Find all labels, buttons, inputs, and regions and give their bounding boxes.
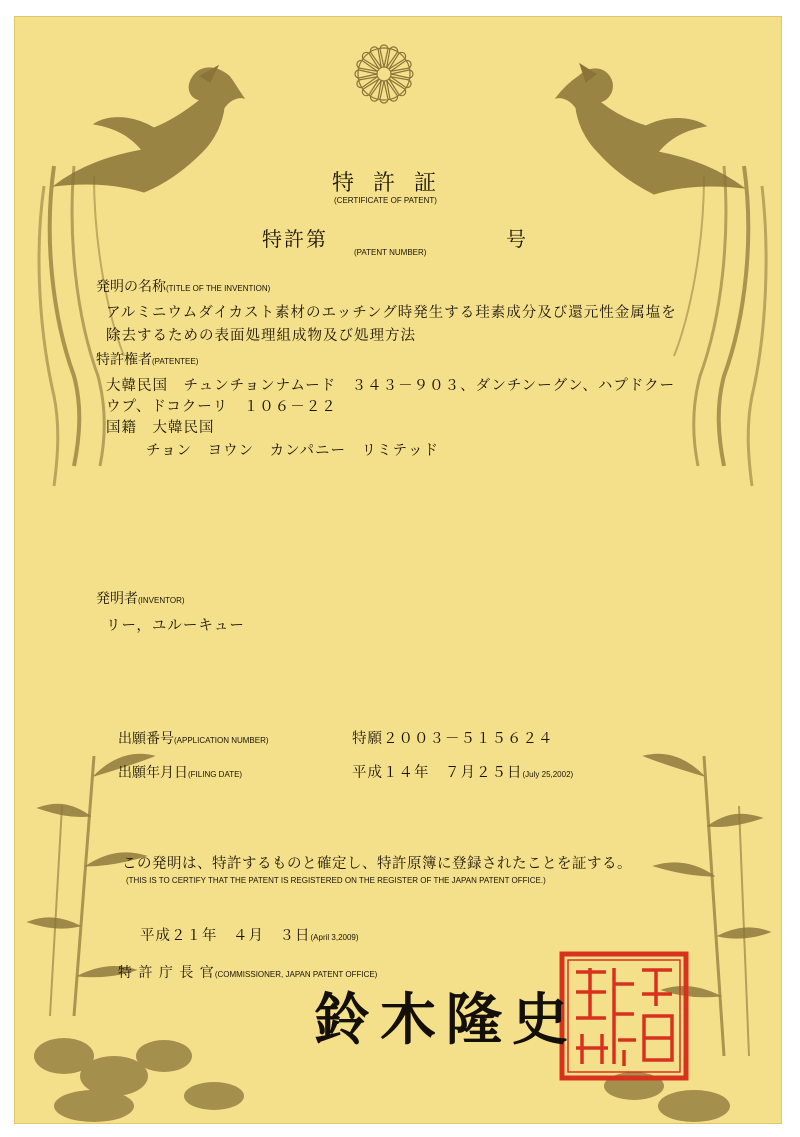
inventor-label-en: (INVENTOR)	[138, 596, 185, 605]
issue-date-en: (April 3,2009)	[310, 933, 359, 942]
inventor-name: リー，ユルーキュー	[106, 618, 245, 634]
invention-line-1: アルミニウムダイカスト素材のエッチング時発生する珪素成分及び還元性金属塩を	[106, 305, 677, 321]
issue-date: 平成２１年 ４月 ３日	[140, 928, 311, 944]
patent-number-suffix: 号	[506, 227, 526, 251]
filing-date: 平成１４年 ７月２５日	[352, 765, 523, 781]
inventor-label-row	[96, 588, 185, 608]
certificate-title: 特 許 証	[332, 171, 442, 196]
patentee-label-en: (PATENTEE)	[152, 357, 199, 366]
issue-date-row	[140, 924, 359, 945]
certify-statement: この発明は、特許するものと確定し、特許原簿に登録されたことを証する。	[122, 856, 632, 872]
patentee-label-row	[96, 349, 198, 369]
commissioner-signature: 鈴木隆史	[314, 987, 578, 1053]
certificate-title-en: (CERTIFICATE OF PATENT)	[334, 196, 437, 205]
inventor-label: 発明者	[96, 591, 138, 607]
filing-date-row	[352, 761, 573, 782]
patentee-company: チョン ヨウン カンパニー リミテッド	[146, 443, 440, 459]
invention-line-2: 除去するための表面処理組成物及び処理方法	[106, 328, 416, 344]
application-number: 特願２００３－５１５６２４	[352, 731, 554, 747]
application-label-row	[118, 728, 269, 748]
chrysanthemum-crest-icon	[355, 45, 413, 103]
invention-label-row	[96, 276, 270, 296]
seal-icon	[562, 954, 686, 1078]
patentee-label: 特許権者	[96, 352, 152, 368]
phoenix-right-icon	[556, 64, 766, 486]
application-label-en: (APPLICATION NUMBER)	[174, 736, 269, 745]
bamboo-right-icon	[644, 754, 770, 1056]
invention-label: 発明の名称	[96, 279, 166, 295]
patent-number-prefix: 特許第	[262, 227, 328, 251]
application-label: 出願番号	[118, 731, 174, 747]
invention-label-en: (TITLE OF THE INVENTION)	[166, 284, 271, 293]
commissioner-label: 特 許 庁 長 官	[118, 965, 215, 981]
patent-number-en: (PATENT NUMBER)	[354, 248, 427, 257]
patentee-line-2: ウプ、ドコクーリ １０６－２２	[106, 399, 337, 415]
patentee-nationality: 国籍 大韓民国	[106, 420, 215, 436]
patentee-line-1: 大韓民国 チュンチョンナムード ３４３－９０３、ダンチンーグン、ハプドクー	[106, 378, 676, 394]
patent-certificate	[14, 16, 782, 1124]
filing-label-en: (FILING DATE)	[188, 770, 243, 779]
filing-label-row	[118, 762, 242, 782]
filing-label: 出願年月日	[118, 765, 188, 781]
filing-date-en: (July 25,2002)	[522, 770, 574, 779]
certify-statement-en: (THIS IS TO CERTIFY THAT THE PATENT IS REGISTERED ON THE REGISTER OF THE JAPAN PATENT OFFICE.)	[126, 876, 546, 885]
commissioner-label-en: (COMMISSIONER, JAPAN PATENT OFFICE)	[214, 970, 378, 979]
